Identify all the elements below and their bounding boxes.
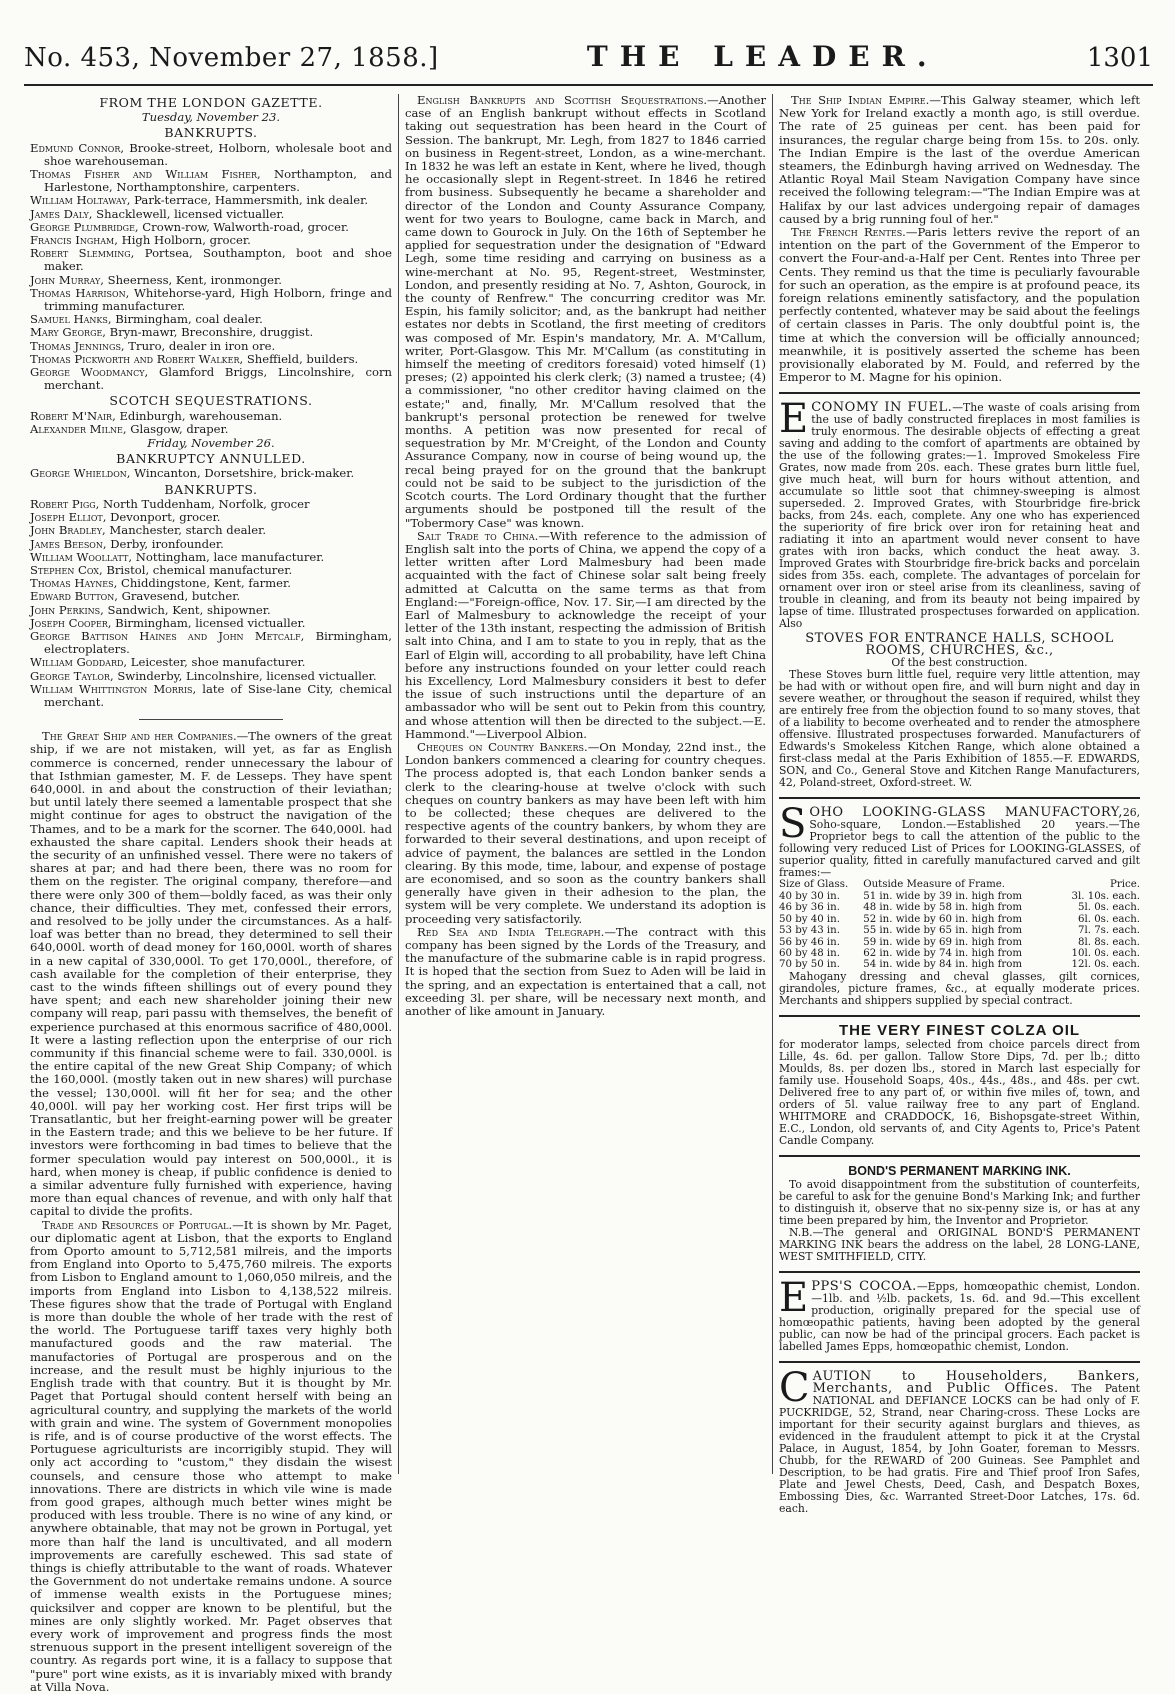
stoves-body: These Stoves burn little fuel, require very little attention, may be had with or without open fire, and will burn night and day in severe weather, or throughout the season if required, whilst they are entirely free from the objection found to so many stoves, that of a liability to become overheated and to render the atmosphere offensive. Illustrated prospectuses forwarded. Manufacturers of Edwards's Smokeless Kitchen Range, which alone obtained a first-class medal at the Paris Exhibition of 1855.—F. EDWARDS, SON, and Co., General Stove and Kitchen Range Manufacturers, 42, Poland-street, Oxford-street. W. (779, 668, 1140, 790)
gazette-entry: Thomas Jennings, Truro, dealer in iron ore. (30, 338, 276, 353)
bond-body: To avoid disappointment from the substitution of counterfeits, be careful to ask for the genuine Bond's Marking Ink; and further to distinguish it, observe that no six-penny size is, or has at any time been prepared by him, the Inventor and Proprietor. (779, 1177, 1140, 1227)
gazette-entry: Edward Button, Gravesend, butcher. (30, 589, 241, 604)
gazette-entry: Thomas Pickworth and Robert Walker, Sheffield, builders. (30, 351, 359, 366)
gazette-entry: Stephen Cox, Bristol, chemical manufacturer. (30, 562, 293, 577)
table-cell: 48 in. wide by 58 in. high from (863, 902, 1023, 914)
price-table (779, 879, 1140, 970)
article-french-rentes: The French Rentes.—Paris letters revive the report of an intention on the part of the Government of the Emperor to convert the Four-and-a-Half per Cent. Rentes into Three per Cents. They remind us that the time is peculiarly favourable for such an operation, as the empire is at profound peace, its foreign relations eminently satisfactory, and the population perfectly contented, whatever may be said about the feelings of certain classes in Paris. The only doubtful point is, the time at which the conversion will be officially announced; meanwhile, it is positively asserted the scheme has been provisionally elaborated by M. Fould, and referred by the Emperor to M. Magne for his opinion. (779, 225, 1140, 385)
divider (139, 719, 284, 720)
bankrupts-heading-2: BANKRUPTS. (164, 481, 258, 497)
gazette-entry: Edmund Connor, Brooke-street, Holborn, wholesale boot and shoe warehouseman. (30, 140, 392, 168)
stoves-sub: Of the best construction. (891, 656, 1028, 670)
scotch-heading: SCOTCH SEQUESTRATIONS. (109, 393, 313, 409)
divider (779, 1015, 1140, 1017)
bankrupts-list-2 (30, 498, 392, 709)
bankrupts-list (30, 142, 392, 393)
ad-caution-locks: CAUTION to Householders, Bankers, Merchants, and Public Offices. The Patent NATIONAL and DEFIANCE LOCKS can be had only of F. PUCKRIDGE, 52, Strand, near Charing-cross. These Locks are important for their security against burglars and thieves, as evidenced in the fraudulent attempt to pick it at the Crystal Palace, in August, 1854, by John Goater, foreman to Messrs. Chubb, for the REWARD of 200 Guineas. See Pamphlet and Description, to be had gratis. Fire and Thief proof Iron Safes, Plate and Jewel Chests, Deed, Cash, and Despatch Boxes, Embossing Dies, &c. Warranted Street-Door Latches, 17s. 6d. each. (779, 1364, 1140, 1515)
table-cell: 40 by 30 in. (779, 890, 840, 902)
divider (779, 1361, 1140, 1363)
ad-economy-fuel: ECONOMY IN FUEL.—The waste of coals arising from the use of badly constructed fireplaces in most families is truly enormous. The desirable objects of effecting a great saving and adding to the comfort of apartments are obtained by the use of the following grates:—1. Improved Smokeless Fire Grates, now made from 20s. each. These grates burn little fuel, give much heat, will burn for hours without attention, and accumulate so little soot that chimney-sweeping is almost superseded. 2. Improved Grates, with Stourbridge fire-brick backs, from 24s. each, complete. Any one who has experienced the superiority of fire brick over iron for retaining heat and radiating it into an apartment would never consent to have grates with iron backs, which conduct the heat away. 3. Improved Grates with Stourbridge fire-brick backs and porcelain sides from 35s. each, complete. The advantages of porcelain for ornament over iron or steel arise from its cleanliness, saving of trouble in cleaning, and from its beauty not being impaired by lapse of time. Illustrated prospectuses forwarded on application. Also STOVES FOR ENTRANCE HALLS, SCHOOL ROOMS, CHURCHES, &c., Of the best construction. These Stoves burn little fuel, require very little attention, may be had with or without open fire, and will burn night and day in severe weather, or throughout the season if required, whilst they are entirely free from the objection found to so many stoves, that of a liability to become overheated and to render the atmosphere offensive. Illustrated prospectuses forwarded. Manufacturers of Edwards's Smokeless Kitchen Range, which alone obtained a first-class medal at the Paris Exhibition of 1855.—F. EDWARDS, SON, and Co., General Stove and Kitchen Range Manufacturers, 42, Poland-street, Oxford-street. W. (779, 396, 1140, 790)
gazette-date-2: Friday, November 26. (147, 436, 275, 451)
gazette-entry: William Whittington Morris, late of Sise-lane City, chemical merchant. (30, 681, 393, 709)
column-2 (398, 94, 772, 1474)
gazette-entry: Robert Pigg, North Tuddenham, Norfolk, grocer (30, 496, 310, 511)
table-cell: 3l. 10s. each. (1071, 890, 1140, 902)
gazette-entry: Joseph Elliot, Devonport, grocer. (30, 510, 221, 525)
table-cell: 54 in. wide by 84 in. high from (863, 959, 1023, 971)
table-cell: 12l. 0s. each. (1071, 959, 1140, 971)
page-number: 1301 (1086, 43, 1153, 73)
gazette-entry: William Goddard, Leicester, shoe manufacturer. (30, 655, 306, 670)
issue-number: No. 453, November 27, 1858.] (24, 43, 439, 73)
table-header-cell: Price. (1110, 879, 1140, 891)
gazette-entry: Robert M'Nair, Edinburgh, warehouseman. (30, 408, 283, 423)
gazette-entry: George Battison Haines and John Metcalf, Birmingham, electroplaters. (30, 628, 392, 657)
ad-bond-ink (779, 1165, 1140, 1263)
gazette-entry: George Woodmancy, Glamford Briggs, Lincolnshire, corn merchant. (30, 365, 392, 393)
gazette-title: FROM THE LONDON GAZETTE. (99, 95, 323, 110)
table-header-cell: Outside Measure of Frame. (863, 879, 1006, 891)
gazette-entry: Thomas Harrison, Whitehorse-yard, High Holborn, fringe and trimming manufacturer. (30, 285, 392, 314)
table-header-cell: Size of Glass. (779, 879, 849, 891)
annulled-list (30, 467, 392, 480)
gazette-entry: Robert Slemming, Portsea, Southampton, boot and shoe maker. (30, 246, 392, 274)
ad-epps-cocoa: EPPS'S COCOA.—Epps, homœopathic chemist, London.—1lb. and ½lb. packets, 1s. 6d. and 9d.—This excellent production, originally prepared for the special use of homœopathic patients, having been adopted by the general public, can now be had of the principal grocers. Each packet is labelled James Epps, homœopathic chemist, London. (779, 1274, 1140, 1353)
divider (779, 1155, 1140, 1157)
article-salt: Salt Trade to China.—With reference to the admission of English salt into the ports of China, we append the copy of a letter written after Lord Malmesbury had been made acquainted with the fact of Chinese solar salt being freely admitted at Calcutta on the same terms as that from England:—"Foreign-office, Nov. 17. Sir,—I am directed by the Earl of Malmesbury to acknowledge the receipt of your letter of the 13th instant, respecting the admission of British salt into China, and I am to state to you in reply, that as the Earl of Elgin will, according to all probability, have left China before any instructions founded on your letter could reach his Excellency, Lord Malmesbury considers it best to defer the issue of such instructions until the departure of an ambassador who will be sent out to Pekin from this country, and whose attention will then be directed to the subject.—E. Hammond."—Liverpool Albion. (405, 528, 766, 741)
gazette-entry: Thomas Fisher and William Fisher, Northampton, and Harlestone, Northamptonshire, carpenters. (30, 167, 392, 195)
soho-footer: Mahogany dressing and cheval glasses, gilt cornices, girandoles, picture frames, &c., at equally moderate prices. Merchants and shippers supplied by special contract. (779, 969, 1140, 1007)
gazette-entry: John Murray, Sheerness, Kent, ironmonger. (30, 272, 282, 287)
table-cell: 7l. 7s. each. (1077, 925, 1140, 937)
table-cell: 10l. 0s. each. (1071, 947, 1140, 959)
table-cell: 50 by 40 in. (779, 913, 840, 925)
table-cell: 6l. 0s. each. (1077, 913, 1140, 925)
table-cell: 46 by 36 in. (779, 902, 840, 914)
article-indian-empire: The Ship Indian Empire.—This Galway steamer, which left New York for Ireland exactly a month ago, is still overdue. The rate of 25 guineas per cent. has been paid for insurances, the regular charge being from 15s. to 20s. only. The Indian Empire is the last of the overdue American steamers, the Edinburgh having arrived on Wednesday. The Atlantic Royal Mail Steam Navigation Company have since received the following telegram:—"The Indian Empire was at Halifax by our last advices undergoing repair of damages caused by a brig running foul of her." (779, 93, 1140, 226)
gazette-entry: Joseph Cooper, Birmingham, licensed victualler. (30, 615, 306, 630)
stoves-heading: STOVES FOR ENTRANCE HALLS, SCHOOL ROOMS, CHURCHES, &c., (805, 631, 1114, 659)
divider (779, 392, 1140, 394)
gazette-entry: George Whieldon, Wincanton, Dorsetshire, brick-maker. (30, 466, 355, 481)
divider (779, 1271, 1140, 1273)
gazette-entry: James Daly, Shacklewell, licensed victualler. (30, 206, 285, 221)
gazette-date-1: Tuesday, November 23. (141, 110, 281, 125)
table-cell: 59 in. wide by 69 in. high from (863, 936, 1023, 948)
gazette-entry: George Plumbridge, Crown-row, Walworth-road, grocer. (30, 219, 349, 234)
gazette-entry: Alexander Milne, Glasgow, draper. (30, 421, 229, 436)
table-cell: 5l. 0s. each. (1077, 902, 1140, 914)
article-great-ship: The Great Ship and her Companies.—The owners of the great ship, if we are not mistaken, will yet, as far as English commerce is concerned, render unnecessary the labour of that Isthmian gamester, M. F. de Lesseps. They have spent 640,000l. in and about the construction of their leviathan; but until lately there seemed a lamentable prospect that she might continue for ages to obstruct the navigation of the Thames, and to be a mark for the scorner. The 640,000l. had exhausted the share capital. Lenders shook their heads at the security of an unfinished vessel. There were no takers of shares at par; and had there been, there was no room for them on the register. The original company, therefore—and there were only 300 of them—boldly faced, as was their only chance, their difficulties. They met, confessed their errors, and resolved to be jolly under the circumstances. As a half-loaf was better than no bread, they determined to sell their 640,000l. worth of dead money for 160,000l. worth of shares in a new capital of 330,000l. To get 170,000l., therefore, of cash available for the completion of their enterprise, they cast to the winds fifteen shillings out of every pound they have spent; and each new shareholder joining their new company will reap, pari passu with themselves, the benefit of experience purchased at this enormous sacrifice of 480,000l. It were a lasting reflection upon the enterprise of our rich community if this financial scheme were to fail. 330,000l. is the entire capital of the new Great Ship Company; of which the 160,000l. (mostly taken out in new shares) will purchase the vessel; 130,000l. will fit her for sea; and the other 40,000l. will pay her working cost. Her first trips will be Transatlantic, but her freight-earning power will be greater in the Eastern trade; and this we believe to be her future. If investors were forthcoming in bad times to believe that the former speculation would pay interest on 500,000l., it is hard, when money is cheap, if public confidence is denied to a similar adventure fully furnished with experience, having more than equal chances of revenue, and with only half that capital to divide the profits. (30, 729, 392, 1219)
article-portugal: Trade and Resources of Portugal.—It is shown by Mr. Paget, our diplomatic agent at Lisbon, that the exports to England from Oporto amount to 5,712,581 milreis, and the imports from England into Oporto to 5,475,760 milreis. The exports from Lisbon to England amount to 1,060,050 milreis, and the imports from England into Lisbon to 4,138,522 milreis. These figures show that the trade of Portugal with England is more than double the whole of her trade with the rest of the world. The Portuguese tariff taxes very highly both manufactured goods and the raw material. The manufactories of Portugal are prosperous and on the increase, and the result must be highly injurious to the English trade with that country. But it is thought by Mr. Paget that Portugal should content herself with being an agricultural country, and supplying the markets of the world with grain and wine. The system of Government monopolies is rife, and is of course productive of the worst effects. The Portuguese agriculturists are incorrigibly stupid. They will only act according to "custom," they disdain the wisest counsels, and censure those who attempt to make innovations. There are districts in which vile wine is made from good grapes, although much better wines might be produced with less trouble. There is no wine of any kind, or anywhere obtainable, that may not be grown in Portugal, yet more than half the land is uncultivated, and all modern improvements are carefully eschewed. This sad state of things is chiefly attributable to the want of roads. Whatever the Government do not undertake remains undone. A source of immense wealth exists in the Portuguese mines; quicksilver and copper are known to be plentiful, but the mines are only slightly worked. Mr. Paget observes that every work of improvement and progress finds the most strenuous support in the present intelligent sovereign of the country. As regards port wine, it is a fallacy to suppose that "pure" port wine exists, as it is invariably mixed with brandy at Villa Nova. (30, 1217, 392, 1694)
table-row (779, 925, 1140, 936)
table-row (779, 914, 1140, 925)
gazette-entry: Francis Ingham, High Holborn, grocer. (30, 233, 251, 248)
table-cell: 52 in. wide by 60 in. high from (863, 913, 1023, 925)
scotch-list (30, 410, 392, 436)
bankrupts-heading: BANKRUPTS. (164, 125, 258, 141)
gazette-entry: William Holtaway, Park-terrace, Hammersmith, ink dealer. (30, 193, 369, 208)
newspaper-title: THE LEADER. (586, 40, 939, 73)
table-row (779, 937, 1140, 948)
article-telegraph: Red Sea and India Telegraph.—The contract with this company has been signed by the Lords of the Treasury, and the manufacture of the submarine cable is in rapid progress. It is hoped that the section from Suez to Aden will be laid in the spring, and an expectation is entertained that a call, not exceeding 3l. per share, will be necessary next month, and another of like amount in January. (405, 924, 766, 1019)
article-cheques: Cheques on Country Bankers.—On Monday, 22nd inst., the London bankers commenced a clearing for country cheques. The process adopted is, that each London banker sends a clerk to the clearing-house at twelve o'clock with such cheques on country bankers as may have been left with him to be collected; these cheques are delivered to the respective agents of the country bankers, by whom they are forwarded to their several destinations, and upon receipt of advice of payment, the balances are settled in the London clearing. By this mode, time, labour, and expense of postage are economised, and so soon as the country bankers shall generally have given in their adhesion to the plan, the system will be very complete. We understand its adoption is proceeding very satisfactorily. (405, 739, 767, 926)
table-cell: 60 by 48 in. (779, 947, 840, 959)
table-cell: 8l. 8s. each. (1077, 936, 1140, 948)
table-row (779, 891, 1140, 902)
annulled-heading: BANKRUPTCY ANNULLED. (116, 451, 306, 467)
table-cell: 70 by 50 in. (779, 959, 840, 971)
gazette-entry: George Taylor, Swinderby, Lincolnshire, licensed victualler. (30, 668, 377, 683)
gazette-entry: Samuel Hanks, Birmingham, coal dealer. (30, 312, 263, 327)
table-cell: 53 by 43 in. (779, 925, 840, 937)
bond-note: N.B.—The general and ORIGINAL BOND'S PERMANENT MARKING INK bears the address on the label, 28 LONG-LANE, WEST SMITHFIELD, CITY. (779, 1225, 1140, 1263)
article-english-bankrupts: English Bankrupts and Scottish Sequestrations.—Another case of an English bankrupt without effects in Scotland taking out sequestration has been heard in the Court of Session. The bankrupt, Mr. Legh, from 1827 to 1846 carried on business in Regent-street, London, as a wine-merchant. In 1832 he was left an estate in Kent, where he lived, though he occasionally slept in Regent-street. In 1846 he retired from business. Subsequently he became a shareholder and director of the London and County Assurance Company, went for two years to Boulogne, came back in March, and came down to Gourock in July. On the 16th of September he applied for sequestration under the designation of "Edward Legh, some time residing and carrying on business as a wine-merchant at No. 95, Regent-street, Westminster, London, and presently residing at No. 7, Ashton, Gourock, in the county of Renfrew." The concurring creditor was Mr. Espin, his family solicitor; and, as the bankrupt had neither estates nor debts in Scotland, the first meeting of creditors was composed of Mr. Espin's mandatory, Mr. A. M'Callum, writer, Port-Glasgow. This Mr. M'Callum (as constituting in himself the meeting of creditors foresaid) voted himself (1) preses; (2) appointed his clerk clerk; (3) named a trustee; (4) a commissioner, "no other creditor having claimed on the estate;" and, finally, Mr. M'Callum resolved that the bankrupt's personal protection be renewed for twelve months. A petition was now presented for recal of sequestration by Mr. M'Creight, of the London and County Assurance Company, now in course of being wound up, the recal being prayed for on the ground that the bankrupt could not be said to be subject to the jurisdiction of the Scotch courts. The Lord Ordinary thought that the further arguments should be postponed till the result of the "Tobermory Case" was known. (405, 93, 766, 530)
colza-heading: THE VERY FINEST COLZA OIL (838, 1021, 1081, 1039)
table-cell: 51 in. wide by 39 in. high from (863, 890, 1023, 902)
table-cell: 55 in. wide by 65 in. high from (863, 925, 1023, 937)
gazette-entry: Thomas Haynes, Chiddingstone, Kent, farmer. (30, 576, 291, 591)
table-cell: 56 by 46 in. (779, 936, 840, 948)
colza-body: for moderator lamps, selected from choice parcels direct from Lille, 4s. 6d. per gallon. Tallow Store Dips, 7d. per lb.; ditto Moulds, 8s. per dozen lbs., stored in March last especially for family use. Household Soaps, 40s., 44s., 48s., and 48s. per cwt. Delivered free to any part of, or within five miles of, town, and orders of 5l. value railway free to any part of England. WHITMORE and CRADDOCK, 16, Bishopsgate-street Within, E.C., London, old servants of, and City Agents to, Price's Patent Candle Company. (779, 1037, 1140, 1147)
column-3 (772, 93, 1146, 1515)
ad-soho-looking-glass: SOHO LOOKING-GLASS MANUFACTORY,26, Soho-square, London.—Established 20 years.—The Proprietor begs to call the attention of the public to the following very reduced List of Prices for LOOKING-GLASSES, of superior quality, fitted in carefully manufactured carved and gilt frames:— Size of Glass. Outside Measure of Frame. Price. 40 by 30 in. 51 in. wide by 39 in. high from 3l. 10s. each. 46 by 36 in. 48 in. wide by 58 in. high from 5l. 0s. each. 50 by 40 in. 52 in. wide by 60 in. high from 6l. 0s. each. 53 by 43 in. 55 in. wide by 65 in. high from 7l. 7s. each. 56 by 46 in. 59 in. wide by 69 in. high from 8l. 8s. each. 60 by 48 in. 62 in. wide by 74 in. high from 10l. 0s. each. 70 by 50 in. 54 in. wide by 84 in. high from 12l. 0s. each. Mahogany dressing and cheval glasses, gilt cornices, girandoles, picture frames, &c., at equally moderate prices. Merchants and shippers supplied by special contract. (779, 801, 1140, 1007)
gazette-entry: John Bradley, Manchester, starch dealer. (30, 523, 267, 538)
table-row (779, 959, 1140, 970)
gazette-entry: William Woollatt, Nottingham, lace manufacturer. (30, 549, 325, 564)
column-1 (24, 94, 398, 1694)
ad-colza-oil (779, 1021, 1140, 1147)
masthead (24, 40, 1153, 86)
table-cell: 62 in. wide by 74 in. high from (863, 947, 1023, 959)
divider (779, 797, 1140, 799)
table-row (779, 948, 1140, 959)
table-row (779, 902, 1140, 913)
bond-heading: BOND'S PERMANENT MARKING INK. (848, 1163, 1071, 1178)
gazette-entry: Mary George, Bryn-mawr, Breconshire, druggist. (30, 325, 314, 340)
gazette-entry: John Perkins, Sandwich, Kent, shipowner. (30, 602, 271, 617)
gazette-entry: James Beeson, Derby, ironfounder. (30, 536, 224, 551)
